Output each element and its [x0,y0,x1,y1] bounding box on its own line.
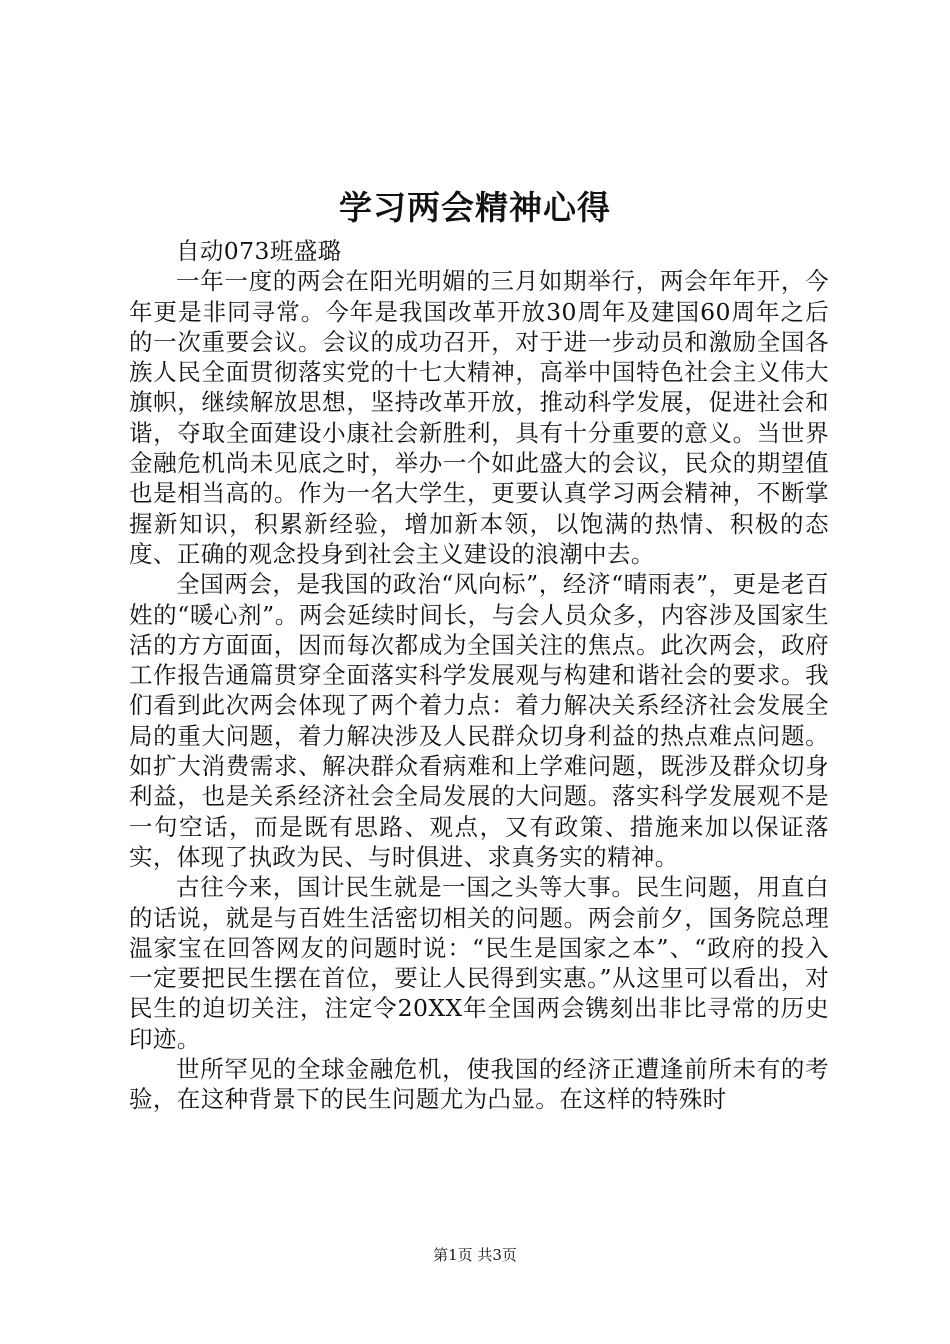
document-body [129,236,829,1115]
author-line: 自动073班盛璐 [176,237,342,265]
page-footer: 第1页 共3页 [433,1246,517,1264]
paragraph-2: 全国两会，是我国的政治“风向标”，经济“晴雨表”，更是老百姓的“暖心剂”。两会延续时间长，与会人员众多，内容涉及国家生活的方方面面，因而每次都成为全国关注的焦点。此次两会，政府工作报告通篇贯穿全面落实科学发展观与构建和谐社会的要求。我们看到此次两会体现了两个着力点：着力解决关系经济社会发展全局的重大问题，着力解决涉及人民群众切身利益的热点难点问题。如扩大消费需求、解决群众看病难和上学难问题，既涉及群众切身利益，也是关系经济社会全局发展的大问题。落实科学发展观不是一句空话，而是既有思路、观点，又有政策、措施来加以保证落实，体现了执政为民、与时俱进、求真务实的精神。 [129,570,829,871]
paragraph-4: 世所罕见的全球金融危机，使我国的经济正遭逢前所未有的考验，在这种背景下的民生问题尤为凸显。在这样的特殊时 [129,1055,829,1114]
paragraph-1: 一年一度的两会在阳光明媚的三月如期举行，两会年年开，今年更是非同寻常。今年是我国改革开放30周年及建国60周年之后的一次重要会议。会议的成功召开，对于进一步动员和激励全国各族人民全面贯彻落实党的十七大精神，高举中国特色社会主义伟大旗帜，继续解放思想，坚持改革开放，推动科学发展，促进社会和谐，夺取全面建设小康社会新胜利，具有十分重要的意义。当世界金融危机尚未见底之时，举办一个如此盛大的会议，民众的期望值也是相当高的。作为一名大学生，更要认真学习两会精神，不断掌握新知识，积累新经验，增加新本领，以饱满的热情、积极的态度、正确的观念投身到社会主义建设的浪潮中去。 [129,267,829,568]
document-title: 学习两会精神心得 [339,188,611,227]
paragraph-3: 古往今来，国计民生就是一国之头等大事。民生问题，用直白的话说，就是与百姓生活密切相关的问题。两会前夕，国务院总理温家宝在回答网友的问题时说：“民生是国家之本”、“政府的投入一定要把民生摆在首位，要让人民得到实惠。”从这里可以看出，对民生的迫切关注，注定令20XX年全国两会镌刻出非比寻常的历史印迹。 [129,873,829,1053]
